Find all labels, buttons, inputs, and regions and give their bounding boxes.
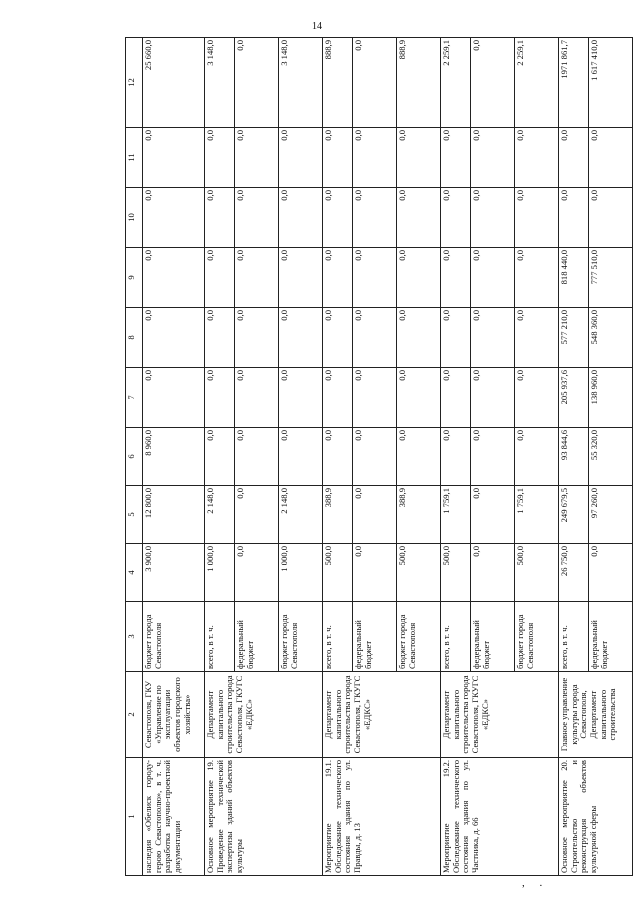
year-value: 2 148,0 [205, 486, 235, 544]
year-value: 0,0 [143, 248, 205, 308]
year-value: 0,0 [235, 188, 279, 248]
total-value: 0,0 [471, 38, 515, 128]
rotated-content [125, 38, 618, 876]
funding-source: федеральный бюджет [235, 602, 279, 672]
column-number: 2 [126, 672, 143, 758]
year-value: 0,0 [279, 428, 323, 486]
executor: Главное управление культуры города Севастополя, Департамент капитального строительства [559, 672, 633, 758]
funding-source: федеральный бюджет [353, 602, 397, 672]
activity-name: Мероприятие 19.1. Обследование технического состояния здания по ул. Правды, д. 13 [323, 758, 441, 876]
year-value: 500,0 [323, 544, 353, 602]
total-value: 2 259,1 [441, 38, 471, 128]
year-value: 388,9 [397, 486, 441, 544]
year-value: 0,0 [143, 188, 205, 248]
total-value: 3 148,0 [279, 38, 323, 128]
year-value: 0,0 [515, 308, 559, 368]
year-value: 388,9 [323, 486, 353, 544]
year-value: 0,0 [471, 308, 515, 368]
executor: Департамент капитального строительства города Севастополя, ГКУГС «ЕДКС» [441, 672, 559, 758]
year-value: 138 960,0 [589, 368, 633, 428]
year-value: 0,0 [441, 368, 471, 428]
executor: Севастополя, ГКУ «Управление по эксплуатации объектов городского хозяйства» [143, 672, 205, 758]
year-value: 0,0 [471, 428, 515, 486]
year-value: 0,0 [353, 248, 397, 308]
year-value: 1 759,1 [441, 486, 471, 544]
funding-source: всего, в т. ч. [323, 602, 353, 672]
year-value: 500,0 [515, 544, 559, 602]
year-value: 0,0 [235, 486, 279, 544]
funding-source: бюджет города Севастополя [397, 602, 441, 672]
year-value: 0,0 [279, 248, 323, 308]
funding-source: всего, в т. ч. [441, 602, 471, 672]
year-value: 0,0 [323, 248, 353, 308]
year-value: 0,0 [205, 308, 235, 368]
year-value: 0,0 [143, 308, 205, 368]
column-number: 6 [126, 428, 143, 486]
year-value: 577 210,0 [559, 308, 589, 368]
executor: Департамент капитального строительства города Севастополя, ГКУГС «ЕДКС» [323, 672, 441, 758]
year-value: 0,0 [235, 428, 279, 486]
year-value: 0,0 [471, 188, 515, 248]
rotated-page [125, 38, 618, 876]
table-row [205, 38, 235, 876]
year-value: 0,0 [559, 188, 589, 248]
funding-source: федеральный бюджет [471, 602, 515, 672]
year-value: 0,0 [471, 486, 515, 544]
funding-source: бюджет города Севастополя [515, 602, 559, 672]
year-value: 777 510,0 [589, 248, 633, 308]
activity-name: наследия «Обелиск городу-герою Севастополю», в т. ч. разработка научно-проектной документации [143, 758, 205, 876]
year-value: 0,0 [235, 128, 279, 188]
year-value: 0,0 [471, 128, 515, 188]
year-value: 1 000,0 [205, 544, 235, 602]
year-value: 97 260,0 [589, 486, 633, 544]
year-value: 0,0 [143, 368, 205, 428]
year-value: 0,0 [235, 308, 279, 368]
total-value: 3 148,0 [205, 38, 235, 128]
year-value: 0,0 [205, 188, 235, 248]
column-number: 8 [126, 308, 143, 368]
executor: Департамент капитального строительства города Севастополя, ГКУГС «ЕДКС» [205, 672, 323, 758]
year-value: 0,0 [471, 248, 515, 308]
total-value: 25 660,0 [143, 38, 205, 128]
column-number: 4 [126, 544, 143, 602]
year-value: 0,0 [235, 248, 279, 308]
year-value: 0,0 [515, 368, 559, 428]
year-value: 0,0 [143, 128, 205, 188]
year-value: 0,0 [589, 128, 633, 188]
year-value: 12 800,0 [143, 486, 205, 544]
total-value: 1971 861,7 [559, 38, 589, 128]
column-number: 3 [126, 602, 143, 672]
year-value: 3 900,0 [143, 544, 205, 602]
year-value: 0,0 [515, 188, 559, 248]
year-value: 0,0 [353, 428, 397, 486]
activity-name: Основное мероприятие 19. Проведение технической экспертизы зданий объектов культуры [205, 758, 323, 876]
year-value: 0,0 [397, 428, 441, 486]
year-value: 0,0 [205, 368, 235, 428]
year-value: 0,0 [397, 248, 441, 308]
column-number: 10 [126, 188, 143, 248]
year-value: 0,0 [397, 368, 441, 428]
year-value: 0,0 [205, 248, 235, 308]
year-value: 0,0 [279, 128, 323, 188]
year-value: 0,0 [323, 368, 353, 428]
total-value: 888,9 [323, 38, 353, 128]
header-row [126, 38, 143, 876]
year-value: 0,0 [397, 308, 441, 368]
year-value: 249 679,5 [559, 486, 589, 544]
year-value: 0,0 [515, 428, 559, 486]
year-value: 0,0 [441, 308, 471, 368]
year-value: 0,0 [589, 544, 633, 602]
year-value: 0,0 [279, 188, 323, 248]
year-value: 0,0 [279, 368, 323, 428]
column-number: 1 [126, 758, 143, 876]
activity-name: Основное мероприятие 20. Строительство и реконструкция объектов культурной сферы [559, 758, 633, 876]
year-value: 0,0 [353, 486, 397, 544]
year-value: 0,0 [397, 188, 441, 248]
year-value: 0,0 [323, 188, 353, 248]
year-value: 26 750,0 [559, 544, 589, 602]
year-value: 0,0 [353, 308, 397, 368]
table-row [559, 38, 589, 876]
year-value: 0,0 [441, 128, 471, 188]
year-value: 500,0 [397, 544, 441, 602]
page-number: 14 [312, 21, 322, 32]
funding-source: федеральный бюджет [589, 602, 633, 672]
year-value: 0,0 [205, 428, 235, 486]
year-value: 0,0 [279, 308, 323, 368]
year-value: 0,0 [471, 544, 515, 602]
year-value: 818 440,0 [559, 248, 589, 308]
year-value: 0,0 [559, 128, 589, 188]
total-value: 0,0 [353, 38, 397, 128]
column-number: 9 [126, 248, 143, 308]
total-value: 888,9 [397, 38, 441, 128]
total-value: 2 259,1 [515, 38, 559, 128]
program-funding-table [125, 37, 633, 876]
year-value: 0,0 [515, 248, 559, 308]
year-value: 55 320,0 [589, 428, 633, 486]
activity-name: Мероприятие 19.2. Обследование технического состояния здания по ул. Частника, д. 66 [441, 758, 559, 876]
year-value: 0,0 [205, 128, 235, 188]
year-value: 0,0 [441, 428, 471, 486]
total-value: 1 617 410,0 [589, 38, 633, 128]
year-value: 0,0 [323, 128, 353, 188]
year-value: 0,0 [353, 188, 397, 248]
year-value: 500,0 [441, 544, 471, 602]
funding-source: бюджет города Севастополя [143, 602, 205, 672]
year-value: 0,0 [353, 544, 397, 602]
funding-source: всего, в т. ч. [205, 602, 235, 672]
year-value: 93 844,6 [559, 428, 589, 486]
year-value: 0,0 [323, 428, 353, 486]
table-row [323, 38, 353, 876]
year-value: 0,0 [471, 368, 515, 428]
year-value: 0,0 [441, 188, 471, 248]
year-value: 205 937,6 [559, 368, 589, 428]
funding-source: бюджет города Севастополя [279, 602, 323, 672]
total-value: 0,0 [235, 38, 279, 128]
year-value: 2 148,0 [279, 486, 323, 544]
year-value: 0,0 [515, 128, 559, 188]
year-value: 0,0 [353, 128, 397, 188]
year-value: 1 759,1 [515, 486, 559, 544]
year-value: 0,0 [235, 544, 279, 602]
table-row [143, 38, 205, 876]
column-number: 5 [126, 486, 143, 544]
year-value: 0,0 [397, 128, 441, 188]
column-number: 7 [126, 368, 143, 428]
column-number: 12 [126, 38, 143, 128]
year-value: 0,0 [235, 368, 279, 428]
year-value: 1 000,0 [279, 544, 323, 602]
year-value: 8 960,0 [143, 428, 205, 486]
year-value: 548 360,0 [589, 308, 633, 368]
column-number: 11 [126, 128, 143, 188]
funding-source: всего, в т. ч. [559, 602, 589, 672]
table-row [441, 38, 471, 876]
year-value: 0,0 [323, 308, 353, 368]
year-value: 0,0 [441, 248, 471, 308]
page-marks: , . [522, 877, 549, 889]
year-value: 0,0 [353, 368, 397, 428]
year-value: 0,0 [589, 188, 633, 248]
